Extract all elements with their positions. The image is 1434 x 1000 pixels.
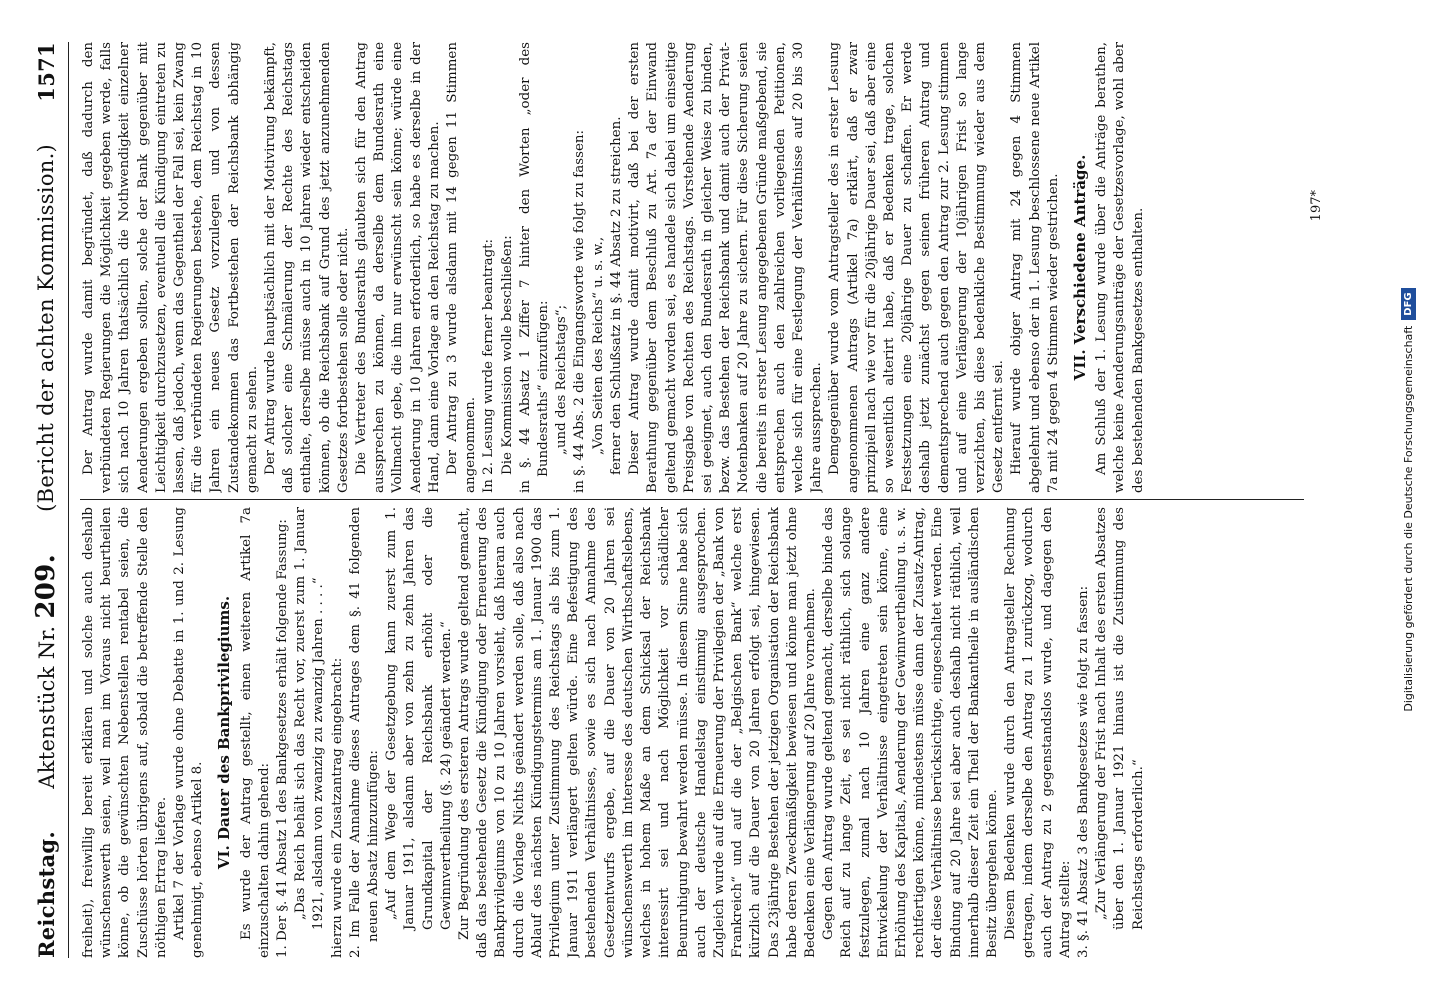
header-aktenstueck	[31, 554, 61, 789]
quotation: „Das Reich behält sich das Recht vor, zuerst zum 1. Januar 1921, alsdann von zwanzig zu zwanzig Jahren . . . .“	[293, 507, 327, 930]
paragraph: Die Kommission wolle beschließen:	[499, 235, 515, 475]
quotation: „Zur Verlängerung der Frist nach Inhalt des ersten Absatzes über den 1. Januar 1921 hinaus ist die Zustimmung des Reichstags erforderlich.“	[1094, 507, 1146, 930]
header-aktenstueck-number: 209.	[31, 554, 61, 619]
paragraph: Zur Begründung des ersteren Antrags wurde geltend gemacht, daß das bestehende Gesetz die Kündigung oder Erneuerung des Bankprivilegiums von 10 zu 10 Jahren vorsieht, daß hieran auch durch die Vorlage Nichts geändert werden solle, daß also nach Ablauf des nächsten Kündigungstermins am 1. Januar 1900 das Privilegium unter Zustimmung des Reichstags als bis zum 1. Januar 1911 verlängert gelten würde. Eine Befestigung des bestehenden Verhältnisses, sowie es sich nach Annahme des Gesetzentwurfs ergebe, auf die Dauer von 20 Jahren sei wünschenswerth im Interesse des deutschen Wirthschaftslebens, welches in hohem Maße an dem Schicksal der Reichsbank interessirt sei und nach Möglichkeit vor schädlicher Beunruhigung bewahrt werden müsse. In diesem Sinne habe sich auch der deutsche Handelstag einstimmig ausgesprochen. Zugleich wurde auf die Erneuerung der Privilegien der „Bank von Frankreich“ und auf die der „Belgischen Bank“ welche erst kürzlich auf die Dauer von 20 Jahren erfolgt sei, hingewiesen. Das 23jährige Bestehen der jetzigen Organisation der Reichsbank habe deren Zweckmäßigkeit bewiesen und könne man jetzt ohne Bedenken eine Verlängerung auf 20 Jahre vornehmen.	[457, 507, 818, 958]
left-column	[80, 507, 1304, 958]
quotation: „und des Reichstags“;	[554, 304, 570, 455]
list-item: in §. 44 Abs. 2 die Eingangsworte wie folgt zu fassen:	[572, 129, 588, 493]
paragraph: Dieser Antrag wurde damit motivirt, daß bei der ersten Berathung gegenüber dem Beschluß zu Art. 7a der Einwand geltend gemacht worden sei, es handele sich dabei um einseitige Preisgabe von Rechten des Reichstags. Vorstehende Aenderung sei geeignet, auch den Bundesrath in gleicher Weise zu binden, bezw. das Bestehen der Reichsbank und damit auch der Privat-Notenbanken auf 20 Jahre zu sichern. Für diese Sicherung seien die bereits in erster Lesung angegebenen Gründe maßgebend, sie entsprechen auch den zahlreichen vorliegenden Petitionen, welche sich für eine Festlegung der Verhältnisse auf 20 bis 30 Jahre aussprechen.	[627, 42, 825, 493]
list-item: 3. §. 41 Absatz 3 des Bankgesetzes wie folgt zu fassen:	[1075, 585, 1091, 958]
paragraph: Artikel 7 der Vorlage wurde ohne Debatte in 1. und 2. Lesung genehmigt, ebenso Artikel 8.	[172, 507, 206, 958]
section-heading: VII. Verschiedene Anträge.	[1070, 154, 1089, 381]
footer-text: Digitalisierung gefördert durch die Deutsche Forschungsgemeinschaft	[1401, 325, 1415, 712]
list-item: 2. Im Falle der Annahme dieses Antrages dem §. 41 folgenden neuen Absatz hinzuzufügen:	[347, 507, 382, 958]
paragraph: Der Antrag wurde damit begründet, daß dadurch den verbündeten Regierungen die Möglichkeit gegeben werde, falls sich nach 10 Jahren thatsächlich die Nothwendigkeit einzelner Aenderungen ergeben sollten, solche der Bank gegenüber mit Leichtigkeit durchzusetzen, eventuell die Kündigung eintreten zu lassen, daß jedoch, wenn das Gegentheil der Fall sei, kein Zwang für die verbündeten Regierungen bestehe, dem Reichstag in 10 Jahren ein neues Gesetz vorzulegen und von dessen Zustandekommen das Fortbestehen der Reichsbank abhängig gemacht zu sehen.	[81, 42, 260, 493]
paragraph: Die Vertreter des Bundesraths glaubten sich für den Antrag aussprechen zu können, da derselbe dem Bundesrath eine Vollmacht gebe, die ihm nur erwünscht sein könne; würde eine Aenderung in 10 Jahren erforderlich, so habe es derselbe in der Hand, dann eine Vorlage an den Reichstag zu machen.	[354, 42, 442, 493]
paragraph: hierzu wurde ein Zusatzantrag eingebracht:	[329, 657, 345, 958]
digitization-footer	[1388, 0, 1428, 1000]
header-aktenstueck-label: Aktenstück Nr.	[35, 618, 59, 789]
paragraph: Der Antrag wurde hauptsächlich mit der Motivirung bekämpft, daß solcher eine Schmälerung der Rechte des Reichstags enthalte, derselbe müsse auch in 10 Jahren wieder entscheiden können, ob die Reichsbank auf Grund des jetzt anzunehmenden Gesetzes fortbestehen solle oder nicht.	[263, 42, 351, 493]
paragraph: freiheit), freiwillig bereit erklären und solche auch deshalb wünschenswerth seien, weil man im Voraus nicht beurtheilen könne, ob die gewünschten Nebenstellen rentabel seien, die Zuschüsse hörten übrigens auf, sobald die betreffende Stelle den nöthigen Ertrag liefere.	[81, 507, 169, 958]
text-columns	[80, 42, 1304, 958]
list-item: in §. 44 Absatz 1 Ziffer 7 hinter den Worten „oder des Bundesraths“ einzufügen:	[517, 42, 552, 493]
list-item: 1. Der §. 41 Absatz 1 des Bankgesetzes erhält folgende Fassung:	[275, 519, 291, 958]
page-header	[24, 42, 69, 958]
column-divider	[80, 499, 1304, 500]
quotation: „Auf dem Wege der Gesetzgebung kann zuerst zum 1. Januar 1911, alsdann aber von zehn zu zehn Jahren das Grundkapital der Reichsbank erhöht oder die Gewinnvertheilung (§. 24) geändert werden.“	[384, 507, 454, 930]
paragraph: Demgegenüber wurde vom Antragsteller des in erster Lesung angenommenen Antrags (Artikel 7a) erklärt, daß er zwar prinzipiell nach wie vor für die 20jährige Dauer sei, daß aber eine so wesentlich alterirt habe, daß er Bedenken trage, solchen Festsetzungen eine 20jährige Dauer zu schaffen. Er werde deshalb jetzt zunächst gegen seinen früheren Antrag und dementsprechend auch gegen den Antrag zur 2. Lesung stimmen und auf eine Verlängerung der 10jährigen Frist so lange verzichten, bis diese bedenkliche Bestimmung wieder aus dem Gesetz entfernt sei.	[827, 42, 1007, 493]
paragraph: In 2. Lesung wurde ferner beantragt:	[481, 238, 497, 493]
paragraph: Gegen den Antrag wurde geltend gemacht, derselbe binde das Reich auf zu lange Zeit, es sei nicht räthlich, sich solange festzulegen, zumal nach 10 Jahren eine ganz andere Entwickelung der Verhältnisse eingetreten sein könne, eine Erhöhung des Kapitals, Aenderung der Gewinnvertheilung u. s. w. rechtfertigen könne, mindestens müsse dann der Zusatz-Antrag, der diese Verhältnisse berücksichtige, eingeschaltet werden. Eine Bindung auf 20 Jahre sei aber auch deshalb nicht räthlich, weil innerhalb dieser Zeit ein Theil der Bankantheile in ausländischen Besitz übergehen könne.	[821, 507, 1000, 958]
section-heading: VI. Dauer des Bankprivilegiums.	[215, 595, 234, 870]
paragraph: Es wurde der Antrag gestellt, einen weiteren Artikel 7a einzuschalten dahin gehend:	[238, 507, 272, 958]
paragraph: Am Schluß der 1. Lesung wurde über die Anträge berathen, welche keine Aenderungsanträge der Gesetzesvorlage, wohl aber des bestehenden Bankgesetzes enthalten.	[1094, 42, 1146, 493]
paragraph: Diesem Bedenken wurde durch den Antragsteller Rechnung getragen, indem derselbe den Antrag zu 1 zurückzog, wodurch auch der Antrag zu 2 gegenstandslos wurde, und dagegen den Antrag stellte:	[1003, 507, 1073, 958]
header-center: (Bericht der achten Kommission.)	[34, 143, 58, 512]
quotation: „Von Seiten des Reichs“ u. s. w.,	[590, 236, 606, 455]
right-column	[80, 42, 1304, 493]
header-left: Reichstag.	[33, 831, 59, 958]
paragraph: Hierauf wurde obiger Antrag mit 24 gegen 4 Stimmen abgelehnt und ebenso der in 1. Lesung beschlossene neue Artikel 7a mit 24 gegen 4 Stimmen wieder gestrichen.	[1009, 42, 1061, 493]
paragraph: Der Antrag zu 3 wurde alsdann mit 14 gegen 11 Stimmen angenommen.	[445, 42, 479, 493]
dfg-logo: DFG	[1401, 288, 1416, 319]
paragraph: ferner den Schlußsatz in §. 44 Absatz 2 zu streichen.	[608, 116, 624, 475]
page-number: 1571	[33, 42, 59, 102]
page-signature: 197*	[1309, 190, 1324, 222]
